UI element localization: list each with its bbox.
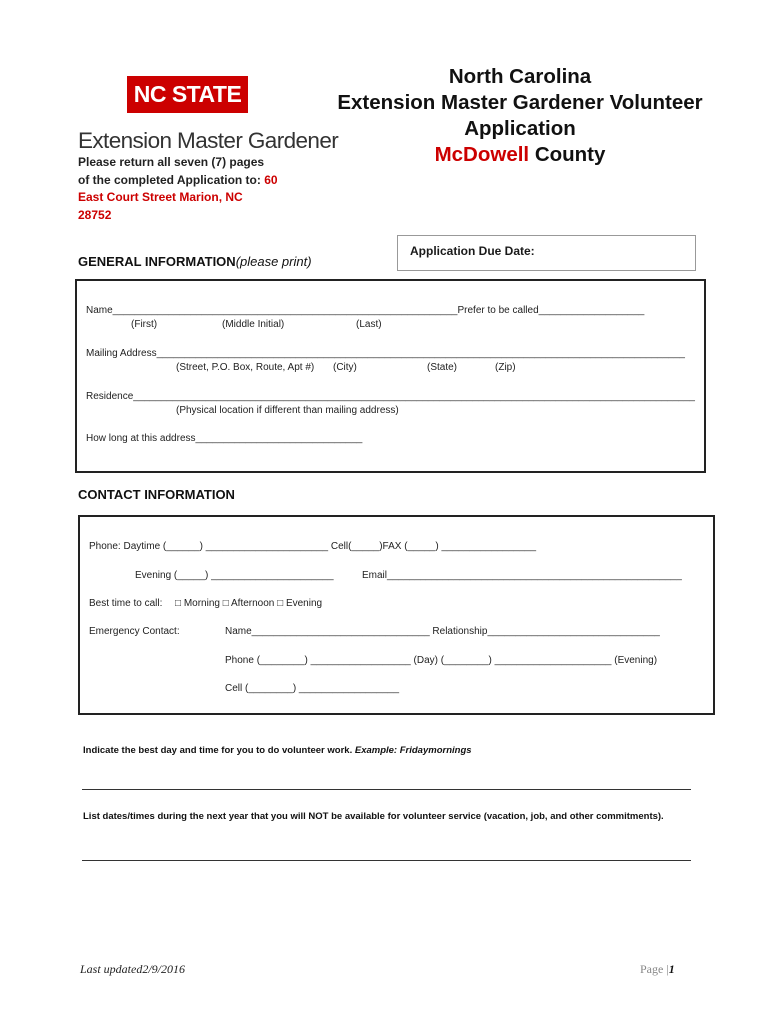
emergency-contact-label: Emergency Contact: <box>89 626 180 637</box>
name-field[interactable]: Name______________________________________________________________Prefer to be called___________________ <box>86 305 645 316</box>
name-sub-last: (Last) <box>356 319 382 330</box>
phone-daytime-field[interactable]: Phone: Daytime (______) ______________________ Cell(_____)FAX (_____) _________________ <box>89 541 537 552</box>
email-field[interactable]: Email_____________________________________________________ <box>362 570 682 581</box>
title-line-2: Extension Master Gardener Volunteer <box>337 91 703 114</box>
best-day-prompt <box>83 745 472 756</box>
how-long-at-address-field[interactable]: How long at this address______________________________ <box>86 433 363 444</box>
mailing-sub-zip: (Zip) <box>495 362 516 373</box>
extension-master-gardener-logo-text: Extension Master Gardener <box>78 128 339 153</box>
emergency-cell-field[interactable]: Cell (________) __________________ <box>225 683 400 694</box>
emergency-name-field[interactable]: Name________________________________ Relationship_______________________________ <box>225 626 660 637</box>
phone-evening-field[interactable]: Evening (_____) ______________________ <box>135 570 334 581</box>
residence-sub: (Physical location if different than mailing address) <box>176 405 399 416</box>
return-text: Please return all seven (7) pages of the completed Application to: <box>78 155 265 187</box>
nc-state-logo: NC STATE <box>127 76 248 113</box>
best-day-answer-line[interactable] <box>82 789 691 790</box>
return-instructions <box>78 154 278 224</box>
residence-field[interactable]: Residence_____________________________________________________________________________________________________ <box>86 391 695 402</box>
emergency-phone-field[interactable]: Phone (________) __________________ (Day) (________) _____________________ (Evening) <box>225 655 658 666</box>
title-line-1: North Carolina <box>448 65 592 88</box>
application-due-date-box[interactable] <box>397 235 696 271</box>
general-information-heading <box>78 254 312 269</box>
due-date-label: Application Due Date: <box>410 244 535 258</box>
mailing-sub-state: (State) <box>427 362 458 373</box>
best-time-label: Best time to call: <box>89 598 163 609</box>
unavailable-prompt: List dates/times during the next year that you will NOT be available for volunteer service (vacation, job, and other commitments). <box>83 811 664 822</box>
name-sub-middle: (Middle Initial) <box>222 319 285 330</box>
general-heading-text: GENERAL INFORMATION <box>78 254 236 269</box>
page-label: Page | <box>640 962 669 976</box>
mailing-sub-street: (Street, P.O. Box, Route, Apt #) <box>176 362 315 373</box>
page-number: 1 <box>668 962 675 976</box>
mailing-sub-city: (City) <box>333 362 357 373</box>
page-number-footer <box>640 962 675 977</box>
last-updated: Last updated2/9/2016 <box>80 962 186 976</box>
general-heading-note: (please print) <box>235 254 312 269</box>
title-county <box>300 142 740 168</box>
best-day-example: Example: Fridaymornings <box>354 745 472 756</box>
page-title <box>300 64 740 168</box>
mailing-address-field[interactable]: Mailing Address_______________________________________________________________________________________________ <box>86 348 685 359</box>
unavailable-answer-line[interactable] <box>82 860 691 861</box>
county-word: County <box>534 143 606 166</box>
name-sub-first: (First) <box>131 319 158 330</box>
return-address: 60 East Court Street Marion, NC 28752 <box>78 172 278 222</box>
title-line-3: Application <box>464 117 576 140</box>
contact-information-heading: CONTACT INFORMATION <box>78 487 235 502</box>
best-time-options[interactable]: □ Morning □ Afternoon □ Evening <box>175 598 323 609</box>
county-name: McDowell <box>434 143 530 166</box>
best-day-prompt-text: Indicate the best day and time for you to do volunteer work. <box>83 745 353 756</box>
